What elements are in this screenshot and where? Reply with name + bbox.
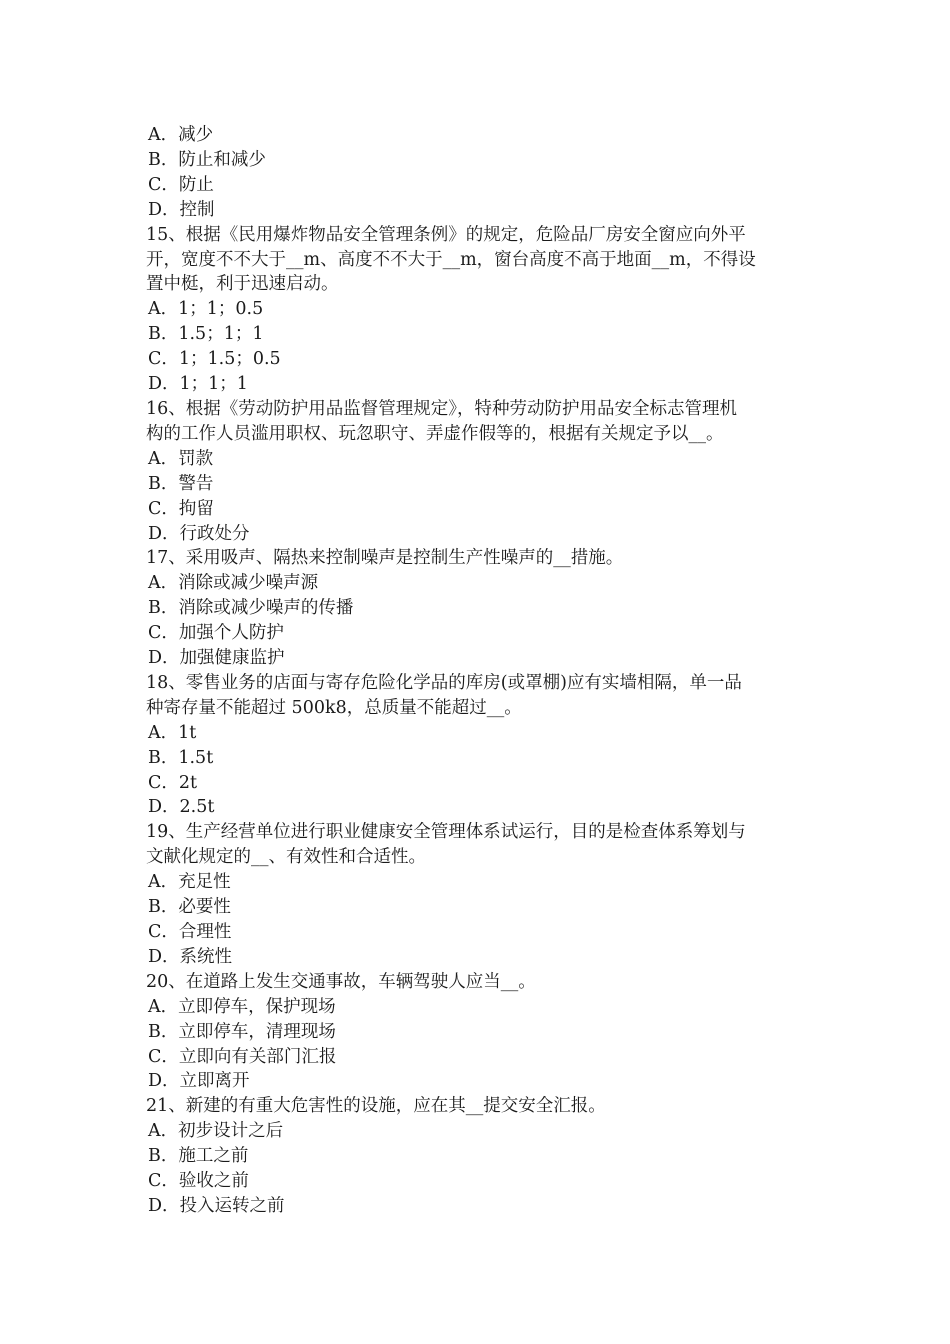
option-line: A．1；1；0.5: [148, 299, 264, 320]
option-line: D．加强健康监护: [148, 648, 285, 669]
option-line: B．警告: [148, 473, 214, 494]
option-line: A．初步设计之后: [148, 1121, 284, 1142]
option-line: C．防止: [148, 174, 214, 195]
option-line: B．立即停车，清理现场: [148, 1021, 336, 1042]
option-line: D．2.5t: [148, 797, 215, 818]
question-line: 21、新建的有重大危害性的设施，应在其__提交安全汇报。: [146, 1096, 606, 1117]
option-line: B．施工之前: [148, 1146, 249, 1167]
question-line: 16、根据《劳动防护用品监督管理规定》，特种劳动防护用品安全标志管理机: [146, 398, 738, 419]
question-line: 开，宽度不不大于__m、高度不不大于__m，窗台高度不高于地面__m，不得设: [146, 249, 756, 270]
option-line: C．立即向有关部门汇报: [148, 1046, 337, 1067]
option-line: D．系统性: [148, 946, 233, 967]
option-line: C．拘留: [148, 498, 214, 519]
option-line: B．消除或减少噪声的传播: [148, 598, 354, 619]
question-line: 构的工作人员滥用职权、玩忽职守、弄虚作假等的，根据有关规定予以__。: [146, 423, 724, 444]
option-line: C．加强个人防护: [148, 623, 284, 644]
option-line: D．行政处分: [148, 523, 250, 544]
option-line: D．投入运转之前: [148, 1195, 285, 1216]
question-line: 18、零售业务的店面与寄存危险化学品的库房(或罩棚)应有实墙相隔，单一品: [146, 672, 742, 693]
question-line: 文献化规定的__、有效性和合适性。: [146, 847, 426, 868]
question-line: 20、在道路上发生交通事故，车辆驾驶人应当__。: [146, 971, 536, 992]
option-line: B．1.5；1；1: [148, 324, 264, 345]
question-line: 17、采用吸声、隔热来控制噪声是控制生产性噪声的__措施。: [146, 548, 624, 569]
option-line: B．1.5t: [148, 747, 214, 768]
question-line: 15、根据《民用爆炸物品安全管理条例》的规定，危险品厂房安全窗应向外平: [146, 224, 746, 245]
option-line: B．防止和减少: [148, 149, 266, 170]
option-line: D．1；1；1: [148, 374, 248, 395]
option-line: A．消除或减少噪声源: [148, 573, 319, 594]
option-line: C．验收之前: [148, 1171, 249, 1192]
option-line: A．立即停车，保护现场: [148, 996, 336, 1017]
option-line: C．2t: [148, 772, 198, 793]
option-line: C．合理性: [148, 922, 232, 942]
question-line: 置中梃，利于迅速启动。: [146, 274, 339, 295]
option-line: C．1；1.5；0.5: [148, 349, 281, 370]
option-line: A．减少: [148, 125, 214, 145]
option-line: A．1t: [148, 722, 197, 743]
option-line: D．控制: [148, 199, 215, 220]
option-line: A．罚款: [148, 448, 214, 469]
question-line: 19、生产经营单位进行职业健康安全管理体系试运行，目的是检查体系筹划与: [146, 822, 746, 843]
question-line: 种寄存量不能超过 500k8，总质量不能超过__。: [146, 697, 522, 718]
option-line: A．充足性: [148, 872, 231, 893]
option-line: D．立即离开: [148, 1071, 250, 1092]
option-line: B．必要性: [148, 897, 231, 918]
question-list: [146, 123, 812, 1219]
